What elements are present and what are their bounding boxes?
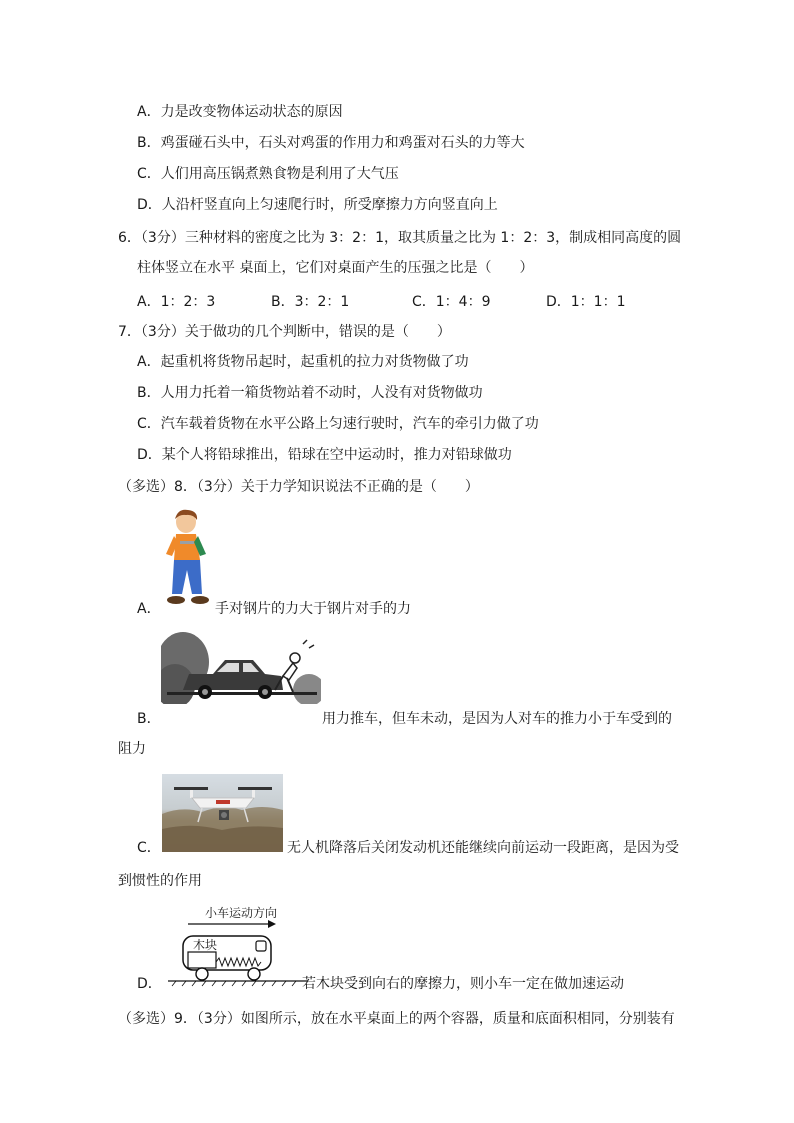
q8-option-b-text-cont: 阻力: [118, 741, 146, 757]
q5-option-a: A．力是改变物体运动状态的原因: [137, 104, 343, 120]
pushing-car-image: [161, 628, 321, 716]
q8-option-d-label: D．: [137, 976, 162, 992]
q6-stem-line1: 6．（3分）三种材料的密度之比为 3：2：1，取其质量之比为 1：2：3，制成相同高度的圆: [118, 230, 682, 246]
cart-direction-label: 小车运动方向: [205, 906, 278, 920]
q8-option-c-text-cont: 到惯性的作用: [118, 873, 202, 889]
q8-option-a-label: A．: [137, 601, 161, 617]
q7-stem: 7．（3分）关于做功的几个判断中，错误的是（ ）: [118, 324, 451, 340]
block-label: 木块: [193, 938, 218, 952]
q5-option-c: C．人们用高压锅煮熟食物是利用了大气压: [137, 166, 399, 182]
q7-option-a: A．起重机将货物吊起时，起重机的拉力对货物做了功: [137, 354, 469, 370]
q8-stem: （多选）8．（3分）关于力学知识说法不正确的是（ ）: [118, 479, 479, 495]
q6-option-c: C．1：4：9: [412, 294, 491, 310]
q8-option-c-text: 无人机降落后关闭发动机还能继续向前运动一段距离，是因为受: [287, 840, 679, 856]
q6-stem-line2: 柱体竖立在水平 桌面上，它们对桌面产生的压强之比是（ ）: [137, 260, 534, 276]
q8-option-c-label: C．: [137, 840, 161, 856]
q8-option-b-label: B．: [137, 711, 161, 727]
q7-option-d: D．某个人将铅球推出，铅球在空中运动时，推力对铅球做功: [137, 447, 512, 463]
drone-photo-image: [162, 774, 283, 852]
q6-options-row: [137, 292, 677, 312]
q6-option-a: A．1：2：3: [137, 294, 216, 310]
q5-option-d: D．人沿杆竖直向上匀速爬行时，所受摩擦力方向竖直向上: [137, 197, 498, 213]
q5-option-b: B．鸡蛋碰石头中，石头对鸡蛋的作用力和鸡蛋对石头的力等大: [137, 135, 525, 151]
q7-option-b: B．人用力托着一箱货物站着不动时，人没有对货物做功: [137, 385, 483, 401]
q8-option-a-text: 手对钢片的力大于钢片对手的力: [215, 601, 411, 617]
q6-option-d: D．1：1：1: [546, 294, 626, 310]
q8-option-d-text: 若木块受到向右的摩擦力，则小车一定在做加速运动: [302, 976, 624, 992]
q9-stem: （多选）9．（3分）如图所示，放在水平桌面上的两个容器，质量和底面积相同，分别装有: [118, 1011, 675, 1027]
person-bending-steel-image: [160, 508, 214, 608]
q8-option-b-text: 用力推车，但车未动，是因为人对车的推力小于车受到的: [322, 711, 672, 727]
q7-option-c: C．汽车载着货物在水平公路上匀速行驶时，汽车的牵引力做了功: [137, 416, 539, 432]
q6-option-b: B．3：2：1: [271, 294, 350, 310]
cart-spring-diagram: [168, 918, 308, 988]
